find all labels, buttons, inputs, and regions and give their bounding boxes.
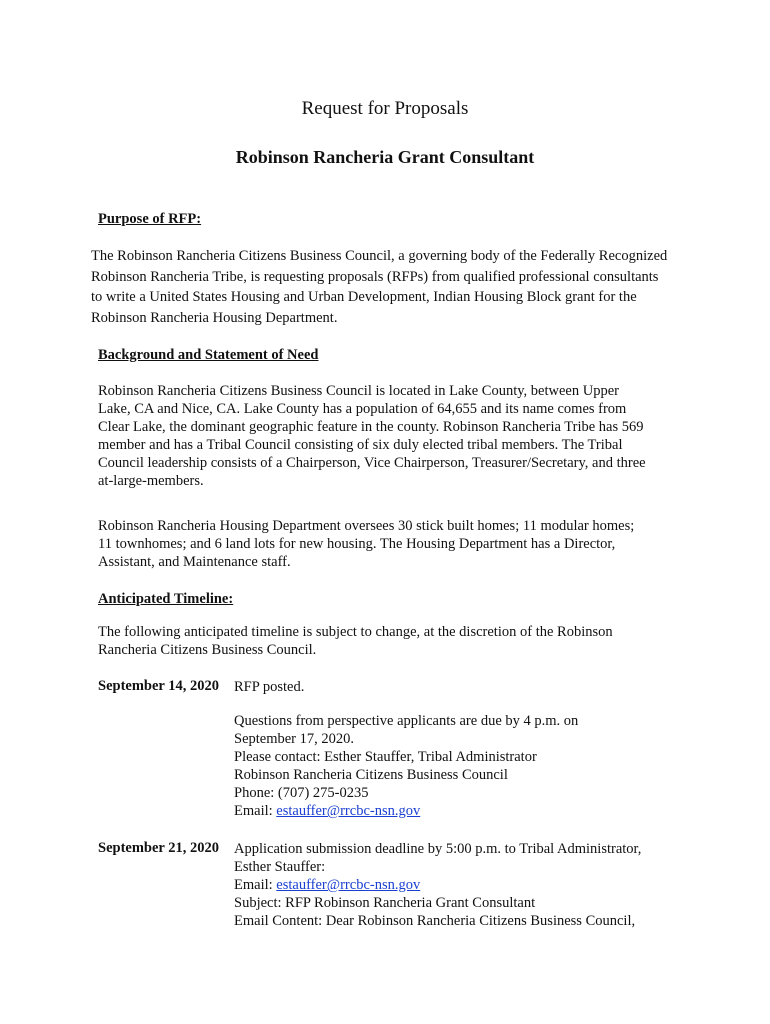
email-label: Email: — [234, 877, 277, 893]
background-heading: Background and Statement of Need — [98, 347, 319, 363]
background-line: 11 townhomes; and 6 land lots for new housing. The Housing Department has a Director, — [98, 536, 616, 552]
purpose-line: Robinson Rancheria Tribe, is requesting proposals (RFPs) from qualified professional consultants — [91, 268, 659, 285]
email-link[interactable]: estauffer@rrcbc-nsn.gov — [276, 877, 421, 893]
purpose-line: The Robinson Rancheria Citizens Business Council, a governing body of the Federally Recognized — [91, 248, 668, 264]
email-label: Email: — [234, 803, 277, 819]
timeline-entry-line: Esther Stauffer: — [234, 859, 326, 875]
timeline-date-1: September 14, 2020 — [98, 678, 219, 694]
timeline-date-2: September 21, 2020 — [98, 840, 219, 856]
timeline-heading: Anticipated Timeline: — [98, 591, 234, 607]
purpose-line: Robinson Rancheria Housing Department. — [91, 309, 338, 326]
timeline-entry-2 — [234, 840, 704, 930]
document-title: Request for Proposals — [301, 98, 469, 119]
timeline-entry-1-first: RFP posted. — [234, 679, 305, 695]
background-line: Clear Lake, the dominant geographic feature in the county. Robinson Rancheria Tribe has 569 — [98, 419, 644, 435]
timeline-entry-line: Subject: RFP Robinson Rancheria Grant Consultant — [234, 895, 536, 911]
timeline-entry-line: Application submission deadline by 5:00 p.m. to Tribal Administrator, — [234, 841, 642, 857]
purpose-line: to write a United States Housing and Urban Development, Indian Housing Block grant for the — [91, 289, 637, 305]
timeline-intro-line: Rancheria Citizens Business Council. — [98, 642, 317, 658]
background-line: Council leadership consists of a Chairperson, Vice Chairperson, Treasurer/Secretary, and three — [98, 455, 646, 471]
email-line — [234, 802, 704, 820]
purpose-paragraph — [91, 246, 691, 328]
email-link[interactable]: estauffer@rrcbc-nsn.gov — [276, 803, 421, 819]
background-line: Robinson Rancheria Citizens Business Council is located in Lake County, between Upper — [98, 383, 619, 399]
timeline-entry-line: Robinson Rancheria Citizens Business Council — [234, 767, 508, 783]
background-line: Lake, CA and Nice, CA. Lake County has a population of 64,655 and its name comes from — [98, 401, 627, 417]
document-subtitle: Robinson Rancheria Grant Consultant — [235, 147, 535, 167]
background-line: Assistant, and Maintenance staff. — [98, 554, 291, 570]
background-paragraph-1 — [98, 382, 688, 490]
background-line: member and has a Tribal Council consisting of six duly elected tribal members. The Tribal — [98, 437, 623, 453]
purpose-heading: Purpose of RFP: — [98, 211, 202, 227]
background-line: at-large-members. — [98, 473, 204, 489]
background-line: Robinson Rancheria Housing Department oversees 30 stick built homes; 11 modular homes; — [98, 518, 635, 534]
email-line — [234, 876, 704, 894]
timeline-entry-line: Phone: (707) 275-0235 — [234, 785, 369, 801]
timeline-entry-line: September 17, 2020. — [234, 731, 355, 747]
background-paragraph-2 — [98, 517, 688, 571]
timeline-entry-line: Please contact: Esther Stauffer, Tribal Administrator — [234, 749, 537, 765]
timeline-intro-line: The following anticipated timeline is subject to change, at the discretion of the Robinson — [98, 624, 613, 640]
timeline-entry-line: Questions from perspective applicants are due by 4 p.m. on — [234, 713, 579, 729]
timeline-entry-1-details — [234, 712, 704, 820]
timeline-intro — [98, 623, 688, 659]
timeline-entry-line: Email Content: Dear Robinson Rancheria Citizens Business Council, — [234, 913, 636, 929]
